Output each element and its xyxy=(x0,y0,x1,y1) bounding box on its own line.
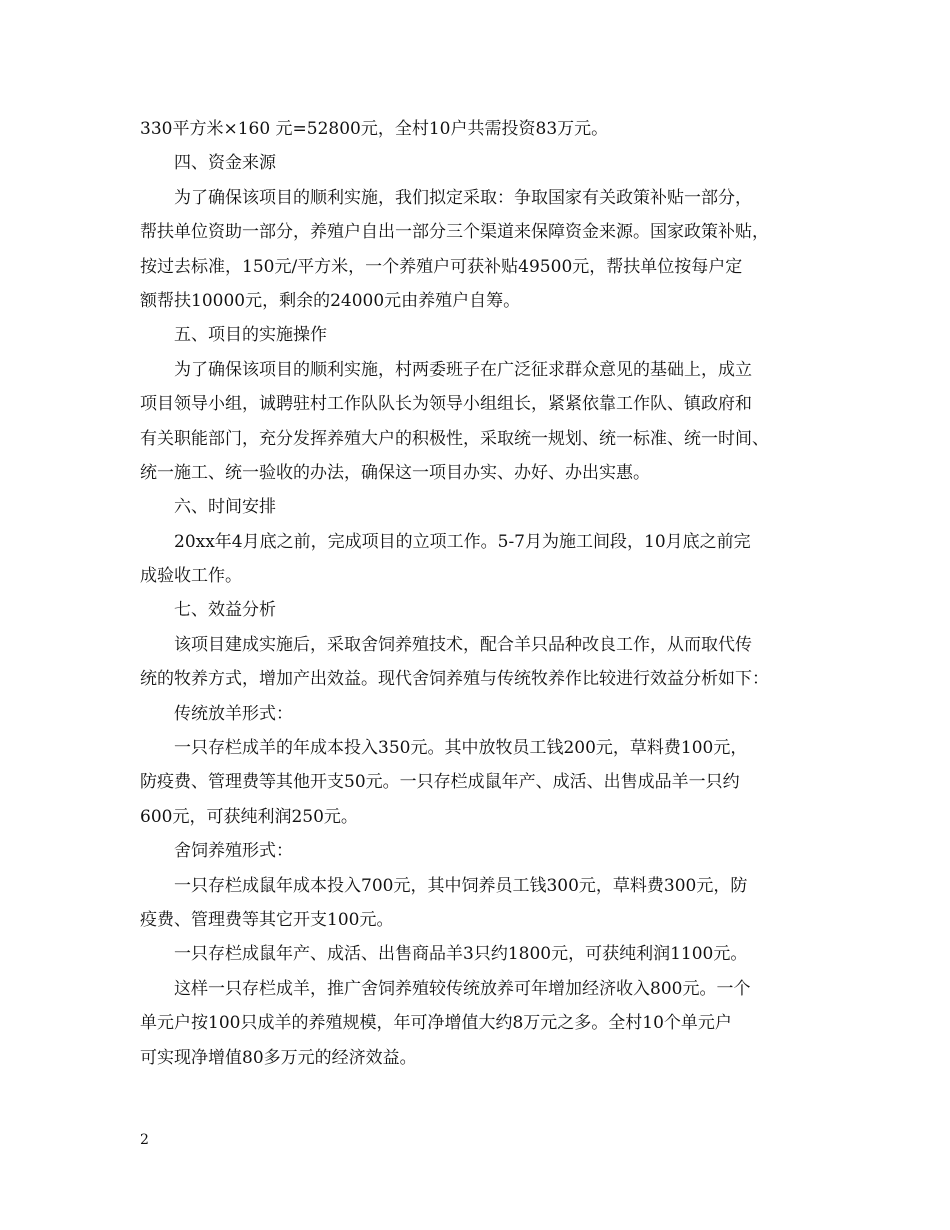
text-line: 疫费、管理费等其它开支100元。 xyxy=(140,909,394,930)
text-line: 有关职能部门，充分发挥养殖大户的积极性，采取统一规划、统一标准、统一时间、 xyxy=(140,428,769,449)
text-line: 成验收工作。 xyxy=(140,566,242,587)
text-line: 一只存栏成鼠年产、成活、出售商品羊3只约1800元，可获纯利润1100元。 xyxy=(174,944,748,965)
text-line: 统一施工、统一验收的办法，确保这一项目办实、办好、办出实惠。 xyxy=(140,462,650,483)
text-line: 该项目建成实施后，采取舍饲养殖技术，配合羊只品种改良工作，从而取代传 xyxy=(174,634,752,655)
text-line: 这样一只存栏成羊，推广舍饲养殖较传统放养可年增加经济收入800元。一个 xyxy=(174,978,751,999)
text-line: 五、项目的实施操作 xyxy=(174,325,327,346)
text-line: 按过去标准，150元/平方米，一个养殖户可获补贴49500元，帮扶单位按每户定 xyxy=(140,256,743,277)
text-line: 一只存栏成羊的年成本投入350元。其中放牧员工钱200元，草料费100元， xyxy=(174,738,748,759)
text-line: 四、资金来源 xyxy=(174,153,276,174)
page-number: 2 xyxy=(140,1132,149,1148)
text-line: 统的牧养方式，增加产出效益。现代舍饲养殖与传统牧养作比较进行效益分析如下： xyxy=(140,669,769,690)
text-line: 一只存栏成鼠年成本投入700元，其中饲养员工钱300元，草料费300元，防 xyxy=(174,875,748,896)
text-line: 为了确保该项目的顺利实施，我们拟定采取：争取国家有关政策补贴一部分， xyxy=(174,187,752,208)
text-line: 330平方米×160 元=52800元，全村10户共需投资83万元。 xyxy=(140,119,609,139)
text-line: 防疫费、管理费等其他开支50元。一只存栏成鼠年产、成活、出售成品羊一只约 xyxy=(140,772,740,793)
text-line: 600元，可获纯利润250元。 xyxy=(140,806,358,827)
text-line: 帮扶单位资助一部分，养殖户自出一部分三个渠道来保障资金来源。国家政策补贴， xyxy=(140,222,769,243)
text-line: 额帮扶10000元，剩余的24000元由养殖户自筹。 xyxy=(140,290,521,311)
text-line: 为了确保该项目的顺利实施，村两委班子在广泛征求群众意见的基础上，成立 xyxy=(174,359,752,380)
text-line: 传统放羊形式： xyxy=(174,703,293,724)
text-line: 可实现净增值80多万元的经济效益。 xyxy=(140,1047,417,1068)
text-line: 项目领导小组，诚聘驻村工作队队长为领导小组组长，紧紧依靠工作队、镇政府和 xyxy=(140,394,752,415)
text-line: 六、时间安排 xyxy=(174,497,276,518)
text-line: 单元户按100只成羊的养殖规模，年可净增值大约8万元之多。全村10个单元户 xyxy=(140,1013,732,1034)
document-body xyxy=(140,112,826,1075)
text-line: 舍饲养殖形式： xyxy=(174,841,293,862)
text-line: 七、效益分析 xyxy=(174,600,276,621)
text-line: 20xx年4月底之前，完成项目的立项工作。5-7月为施工间段，10月底之前完 xyxy=(174,531,751,552)
